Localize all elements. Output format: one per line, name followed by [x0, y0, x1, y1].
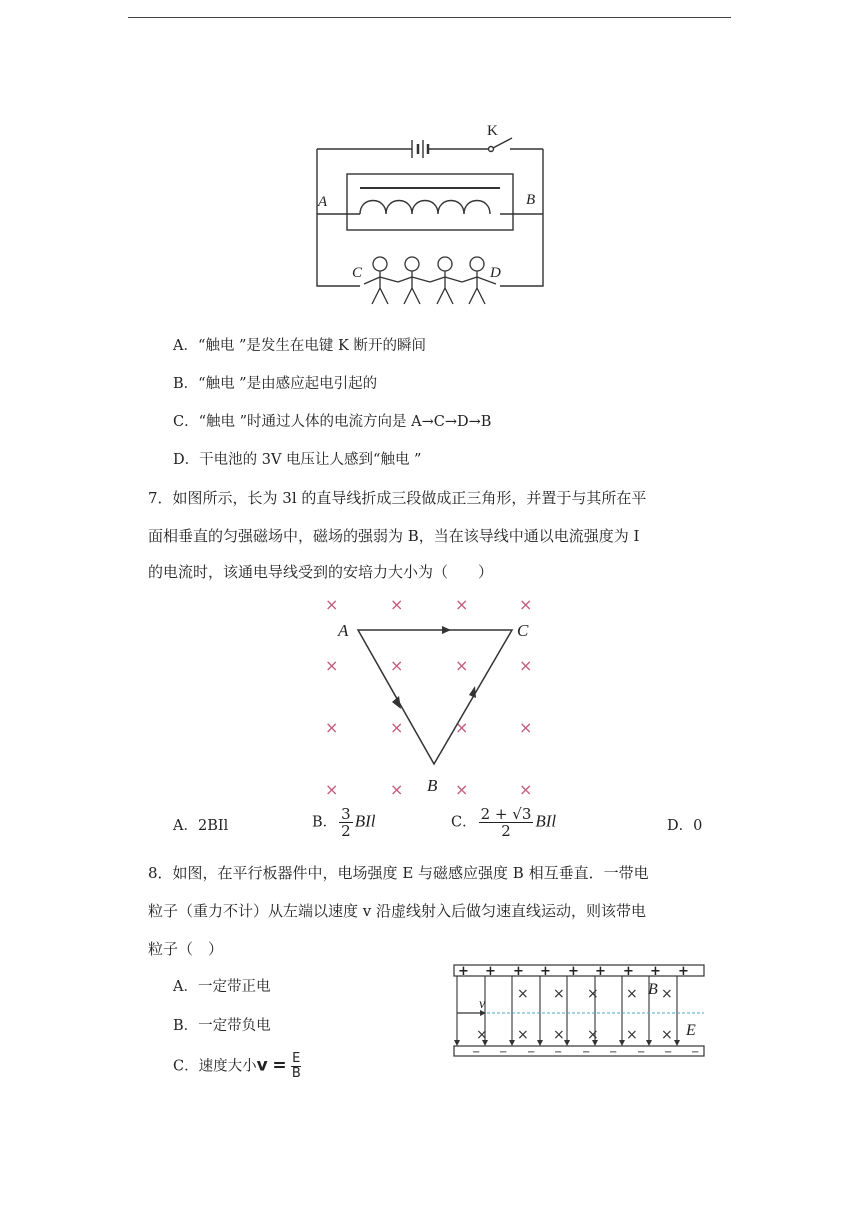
cross: ×: [325, 656, 339, 675]
q8-stem-line1: 8．如图，在平行板器件中，电场强度 E 与磁感应强度 B 相互垂直．一带电: [148, 864, 649, 882]
q7-option-b-suffix: BIl: [354, 811, 376, 831]
q8-stem-line3: 粒子（ ）: [148, 940, 224, 958]
minus-sign: −: [554, 1047, 563, 1058]
q8-option-c-eq: =: [272, 1055, 287, 1076]
fraction: [291, 1052, 301, 1081]
minus-sign: −: [582, 1047, 591, 1058]
q8-option-c: [173, 1052, 301, 1081]
plus-sign: +: [568, 964, 579, 979]
fraction: [479, 806, 534, 839]
cross: ×: [661, 986, 673, 1002]
cross: ×: [455, 656, 469, 675]
cross: ×: [587, 986, 599, 1002]
minus-sign: −: [527, 1047, 536, 1058]
q7-option-d: D．0: [667, 818, 703, 834]
label-A: A: [318, 194, 328, 210]
q7-option-c-suffix: BIl: [535, 811, 557, 831]
minus-sign: −: [664, 1047, 673, 1058]
cross: ×: [455, 780, 469, 799]
cross: ×: [553, 1027, 565, 1043]
cross: ×: [553, 986, 565, 1002]
minus-sign: −: [637, 1047, 646, 1058]
q8-option-b: B．一定带负电: [173, 1018, 271, 1034]
cross: ×: [517, 1027, 529, 1043]
triangle-label-A: A: [338, 621, 349, 640]
plus-sign: +: [540, 964, 551, 979]
cross: ×: [325, 718, 339, 737]
plus-sign: +: [513, 964, 524, 979]
label-B: B: [526, 192, 536, 208]
cross: ×: [661, 1027, 673, 1043]
plus-sign: +: [595, 964, 606, 979]
cross: ×: [325, 595, 339, 614]
cross: ×: [519, 780, 533, 799]
plate-label-v: v: [479, 997, 486, 1012]
q6-option-a: A．“触电 ”是发生在电键 K 断开的瞬间: [173, 338, 426, 354]
q8-option-c-prefix: C．速度大小: [173, 1058, 257, 1075]
cross: ×: [626, 986, 638, 1002]
cross: ×: [390, 595, 404, 614]
q7-option-b-prefix: B．: [312, 814, 338, 831]
fraction-numerator: 2 + √3: [480, 805, 532, 823]
cross: ×: [390, 656, 404, 675]
q7-stem-line1: 7．如图所示，长为 3l 的直导线折成三段做成正三角形，并置于与其所在平: [148, 489, 647, 507]
q8-option-a: A．一定带正电: [173, 979, 271, 995]
q8-option-c-var: v: [256, 1055, 268, 1076]
plus-sign: +: [485, 964, 496, 979]
q7-option-a: A．2BIl: [173, 818, 229, 834]
minus-sign: −: [609, 1047, 618, 1058]
triangle-label-B: B: [427, 776, 438, 795]
q7-stem-line2: 面相垂直的匀强磁场中，磁场的强弱为 B，当在该导线中通以电流强度为 I: [148, 527, 640, 545]
label-C: C: [352, 265, 363, 281]
triangle-label-C: C: [517, 621, 529, 640]
cross: ×: [455, 718, 469, 737]
cross: ×: [519, 595, 533, 614]
label-D: D: [490, 265, 501, 281]
fraction-denominator: 2: [501, 822, 511, 840]
cross: ×: [519, 718, 533, 737]
label-K: K: [487, 123, 498, 139]
plus-sign: +: [650, 964, 661, 979]
fraction-numerator: 3: [341, 805, 351, 823]
cross: ×: [626, 1027, 638, 1043]
triangle-figure: [322, 592, 542, 802]
q7-stem-line3: 的电流时，该通电导线受到的安培力大小为（ ）: [148, 563, 494, 581]
plus-sign: +: [678, 964, 689, 979]
q6-option-b: B．“触电 ”是由感应起电引起的: [173, 376, 378, 392]
cross: ×: [476, 1027, 488, 1043]
cross: ×: [325, 780, 339, 799]
fraction: [339, 806, 353, 839]
fraction-denominator: 2: [341, 822, 351, 840]
q7-option-b: [312, 806, 375, 839]
cross: ×: [455, 595, 469, 614]
q6-option-c: C．“触电 ”时通过人体的电流方向是 A→C→D→B: [173, 414, 492, 430]
cross: ×: [587, 1027, 599, 1043]
minus-sign: −: [472, 1047, 481, 1058]
fraction-numerator: E: [292, 1051, 301, 1066]
q6-option-d: D．干电池的 3V 电压让人感到“触电 ”: [173, 452, 422, 468]
plus-sign: +: [458, 964, 469, 979]
minus-sign: −: [499, 1047, 508, 1058]
cross: ×: [390, 780, 404, 799]
plate-label-E: E: [686, 1022, 696, 1039]
cross: ×: [519, 656, 533, 675]
cross: ×: [390, 718, 404, 737]
q8-stem-line2: 粒子（重力不计）从左端以速度 v 沿虚线射入后做匀速直线运动，则该带电: [148, 902, 647, 920]
minus-sign: −: [691, 1047, 700, 1058]
plate-label-B: B: [648, 981, 658, 998]
header-rule: [128, 17, 731, 18]
parallel-plate-figure: [450, 962, 710, 1062]
q7-option-c: [451, 806, 556, 839]
fraction-denominator: B: [291, 1066, 301, 1081]
q7-option-c-prefix: C．: [451, 814, 477, 831]
cross: ×: [517, 986, 529, 1002]
circuit-figure: [300, 120, 560, 320]
plus-sign: +: [623, 964, 634, 979]
